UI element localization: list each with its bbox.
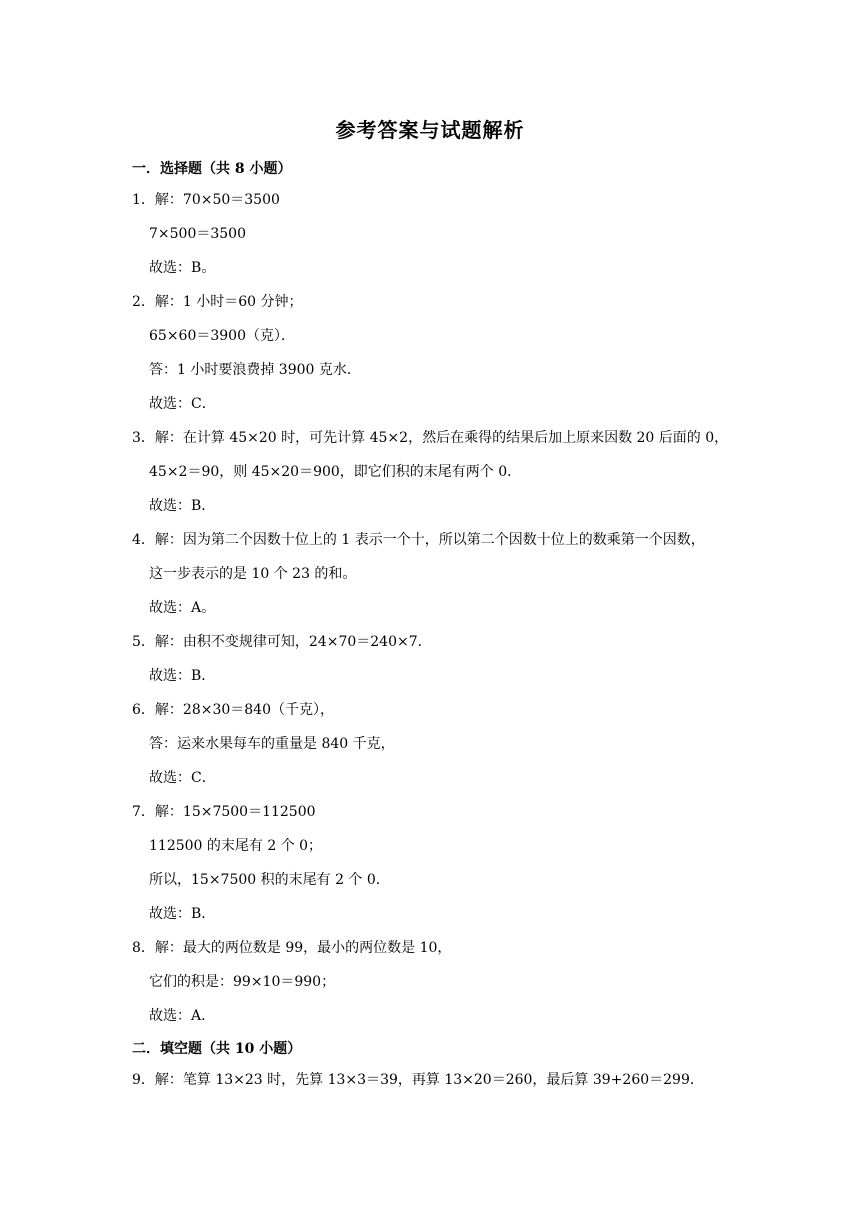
answer-line: 所以，15×7500 积的末尾有 2 个 0． [149,872,390,888]
answer-line: 7．解：15×7500＝112500 [132,804,316,820]
answer-line: 故选：B． [149,668,216,684]
answer-line: 故选：B。 [149,260,216,276]
answer-line: 故选：C． [149,770,216,786]
answer-line: 答：1 小时要浪费掉 3900 克水． [149,362,361,378]
answer-line: 9．解：笔算 13×23 时，先算 13×3＝39，再算 13×20＝260，最后算 39+260＝299． [132,1072,704,1088]
section-heading-choice: 一．选择题（共 8 小题） [132,161,292,177]
answer-line: 5．解：由积不变规律可知，24×70＝240×7． [132,634,432,650]
answer-line: 6．解：28×30＝840（千克）， [132,702,334,718]
answer-line: 8．解：最大的两位数是 99，最小的两位数是 10， [132,940,452,956]
answer-line: 1．解：70×50＝3500 [132,192,280,208]
answer-line: 答：运来水果每车的重量是 840 千克， [149,736,395,752]
answer-line: 3．解：在计算 45×20 时，可先计算 45×2，然后在乘得的结果后加上原来因数 20 后面的 0， [132,430,729,446]
answer-line: 112500 的末尾有 2 个 0； [149,838,323,854]
answer-line: 它们的积是：99×10＝990； [149,974,336,990]
answer-line: 2．解：1 小时＝60 分钟； [132,294,303,310]
section-heading-fill-blank: 二．填空题（共 10 小题） [132,1041,302,1057]
answer-line: 故选：B． [149,498,216,514]
answer-line: 故选：C． [149,396,216,412]
answer-line: 4．解：因为第二个因数十位上的 1 表示一个十，所以第二个因数十位上的数乘第一个因数， [132,532,705,548]
answer-line: 故选：B． [149,906,216,922]
answer-line: 7×500＝3500 [149,226,246,242]
page-title: 参考答案与试题解析 [335,118,525,142]
answer-line: 65×60＝3900（克）． [149,328,295,344]
answer-line: 这一步表示的是 10 个 23 的和。 [149,566,357,582]
answer-line: 故选：A． [149,1008,216,1024]
answer-line: 故选：A。 [149,600,216,616]
answer-line: 45×2＝90，则 45×20＝900，即它们积的末尾有两个 0． [149,464,522,480]
